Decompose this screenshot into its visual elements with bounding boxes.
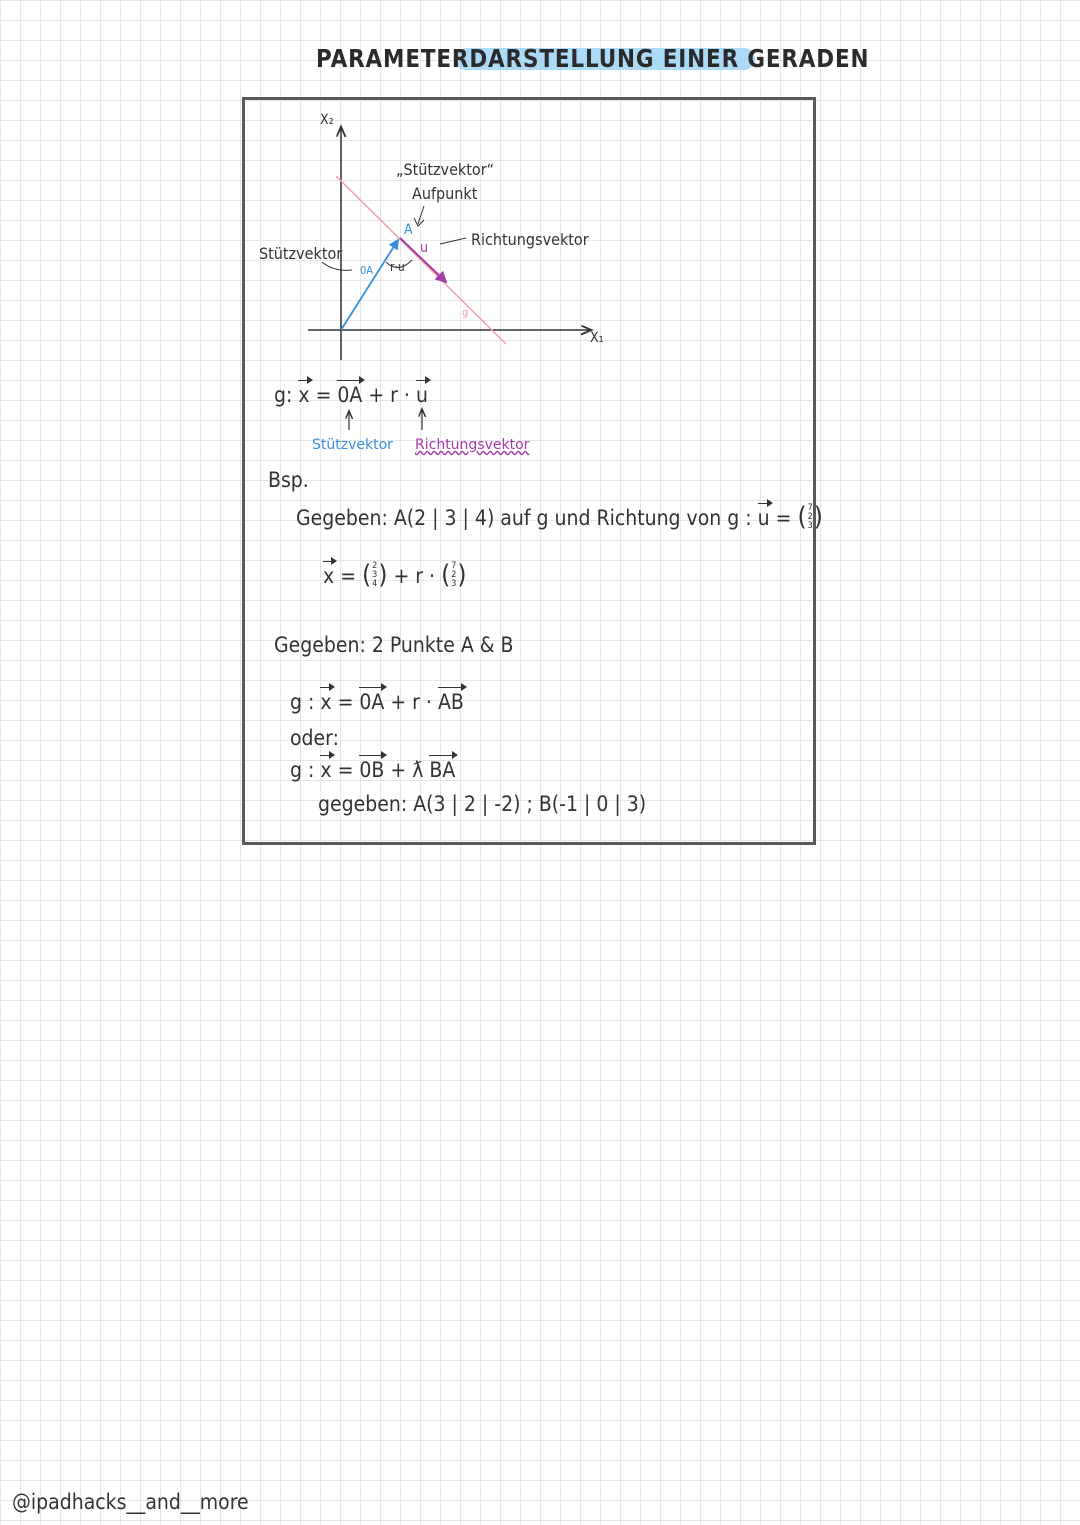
u-comp-2: 2 bbox=[807, 511, 813, 522]
g-label: g bbox=[462, 306, 469, 319]
formula-plus-r: + r · bbox=[368, 383, 410, 407]
u-column-vector: ( 7 2 3 ) bbox=[797, 502, 823, 532]
aufpunkt-pointer bbox=[414, 206, 424, 226]
direction-column-vector: ( 7 2 3 ) bbox=[441, 560, 467, 590]
u-label: u bbox=[420, 240, 428, 256]
form1-x: x bbox=[320, 690, 332, 714]
form2-x: x bbox=[320, 758, 332, 782]
dir-comp-1: 7 bbox=[451, 560, 457, 571]
richtung-pointer bbox=[440, 238, 466, 244]
example-given-2: Gegeben: 2 Punkte A & B bbox=[274, 633, 514, 657]
eq1-x: x bbox=[323, 564, 335, 588]
form1-prefix: g : bbox=[290, 690, 315, 714]
example-label: Bsp. bbox=[268, 468, 309, 492]
stuetzvektor-quote-label: „Stützvektor“ bbox=[396, 160, 495, 179]
form1-oa: 0A bbox=[359, 690, 385, 714]
stuetz-pointer bbox=[322, 262, 352, 270]
stuetzvektor-caption: Stützvektor bbox=[312, 437, 393, 453]
vector-oa: 0A bbox=[337, 383, 363, 407]
page-title: PARAMETERDARSTELLUNG EINER GERADEN bbox=[316, 44, 870, 73]
richtungsvektor-label: Richtungsvektor bbox=[471, 230, 589, 249]
watermark: @ipadhacks__and__more bbox=[12, 1490, 249, 1514]
two-point-form-2: g : x = 0B + ƛ BA bbox=[290, 758, 456, 782]
formula-prefix: g: bbox=[274, 383, 293, 407]
parameter-formula bbox=[274, 383, 428, 407]
u-comp-3: 3 bbox=[807, 520, 813, 531]
form2-ba: BA bbox=[429, 758, 456, 782]
u-comp-1: 7 bbox=[807, 502, 813, 513]
stuetzvektor-label: Stützvektor bbox=[259, 244, 343, 263]
dir-comp-3: 3 bbox=[451, 578, 457, 589]
point-comp-3: 4 bbox=[372, 578, 378, 589]
point-column-vector: ( 2 3 4 ) bbox=[362, 560, 388, 590]
eq1-plus-r: + r · bbox=[393, 564, 436, 588]
form2-prefix: g : bbox=[290, 758, 315, 782]
oa-label: 0A bbox=[360, 264, 374, 277]
stuetzvektor-arrow bbox=[341, 240, 398, 330]
oder-label: oder: bbox=[290, 726, 339, 750]
x-axis-label: X₁ bbox=[590, 330, 604, 346]
aufpunkt-label: Aufpunkt bbox=[412, 184, 478, 203]
richtungsvektor-caption: Richtungsvektor bbox=[415, 437, 530, 453]
vector-x: x bbox=[298, 383, 310, 407]
y-axis-label: X₂ bbox=[320, 112, 334, 128]
direction-components bbox=[451, 562, 456, 589]
example-given-3: gegeben: A(3 | 2 | -2) ; B(-1 | 0 | 3) bbox=[318, 792, 647, 816]
u-components bbox=[808, 504, 813, 531]
form2-mid: + ƛ bbox=[390, 758, 424, 782]
given-1-u: u bbox=[757, 506, 770, 530]
point-a-label: A bbox=[404, 222, 413, 238]
formula-eq: = bbox=[315, 383, 332, 407]
point-components bbox=[372, 562, 377, 589]
point-comp-1: 2 bbox=[372, 560, 378, 571]
example-equation-1: x = ( 2 3 4 ) + r · ( 7 2 3 ) bbox=[323, 560, 467, 590]
form2-ob: 0B bbox=[359, 758, 385, 782]
vector-u: u bbox=[415, 383, 428, 407]
ru-label: r·u bbox=[390, 260, 405, 274]
form1-ab: AB bbox=[437, 690, 464, 714]
form1-mid: + r · bbox=[390, 690, 432, 714]
point-comp-2: 3 bbox=[372, 569, 378, 580]
given-1-text: Gegeben: A(2 | 3 | 4) auf g und Richtung von g : bbox=[296, 506, 752, 530]
dir-comp-2: 2 bbox=[451, 569, 457, 580]
two-point-form-1: g : x = 0A + r · AB bbox=[290, 690, 464, 714]
example-given-1: Gegeben: A(2 | 3 | 4) auf g und Richtung von g : u = ( 7 2 3 ) bbox=[296, 502, 823, 532]
